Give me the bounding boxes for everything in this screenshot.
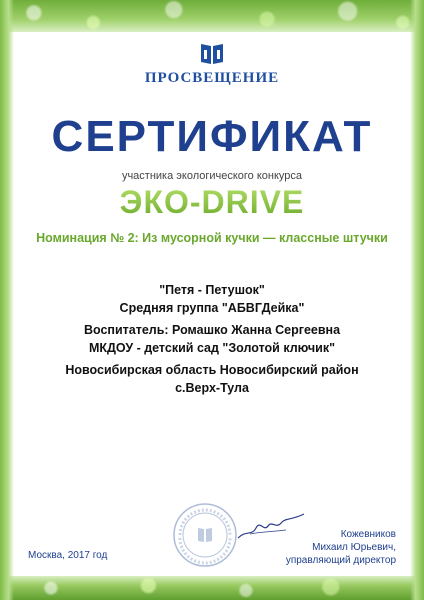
signer-patronymic: Михаил Юрьевич, [312, 542, 396, 553]
contest-name: ЭКО-DRIVE [0, 184, 424, 221]
green-border-left [0, 0, 14, 600]
book-logo-icon [199, 40, 225, 66]
publisher-name: ПРОСВЕЩЕНИЕ [144, 70, 280, 86]
city-year: Москва, 2017 год [28, 550, 108, 561]
certificate-title: СЕРТИФИКАТ [51, 112, 373, 161]
region: Новосибирская область Новосибирский район [65, 363, 359, 377]
green-border-top [0, 0, 424, 32]
signer-name: Кожевников [340, 529, 396, 540]
stamp-seal [172, 502, 238, 568]
signer-role: управляющий директор [285, 555, 396, 566]
certificate-subtitle: участника экологического конкурса [121, 170, 303, 182]
group-name: Средняя группа "АБВГДейка" [119, 301, 305, 315]
teacher-name: Воспитатель: Ромашко Жанна Сергеевна [83, 323, 341, 337]
publisher-logo [0, 40, 424, 71]
participant-name: "Петя - Петушок" [159, 283, 265, 297]
nomination: Номинация № 2: Из мусорной кучки — классные штучки [36, 231, 388, 245]
signer-block [246, 528, 396, 567]
school-name: МКДОУ - детский сад "Золотой ключик" [88, 341, 336, 355]
green-border-bottom [0, 576, 424, 600]
green-border-right [410, 0, 424, 600]
village: с.Верх-Тула [175, 381, 249, 395]
